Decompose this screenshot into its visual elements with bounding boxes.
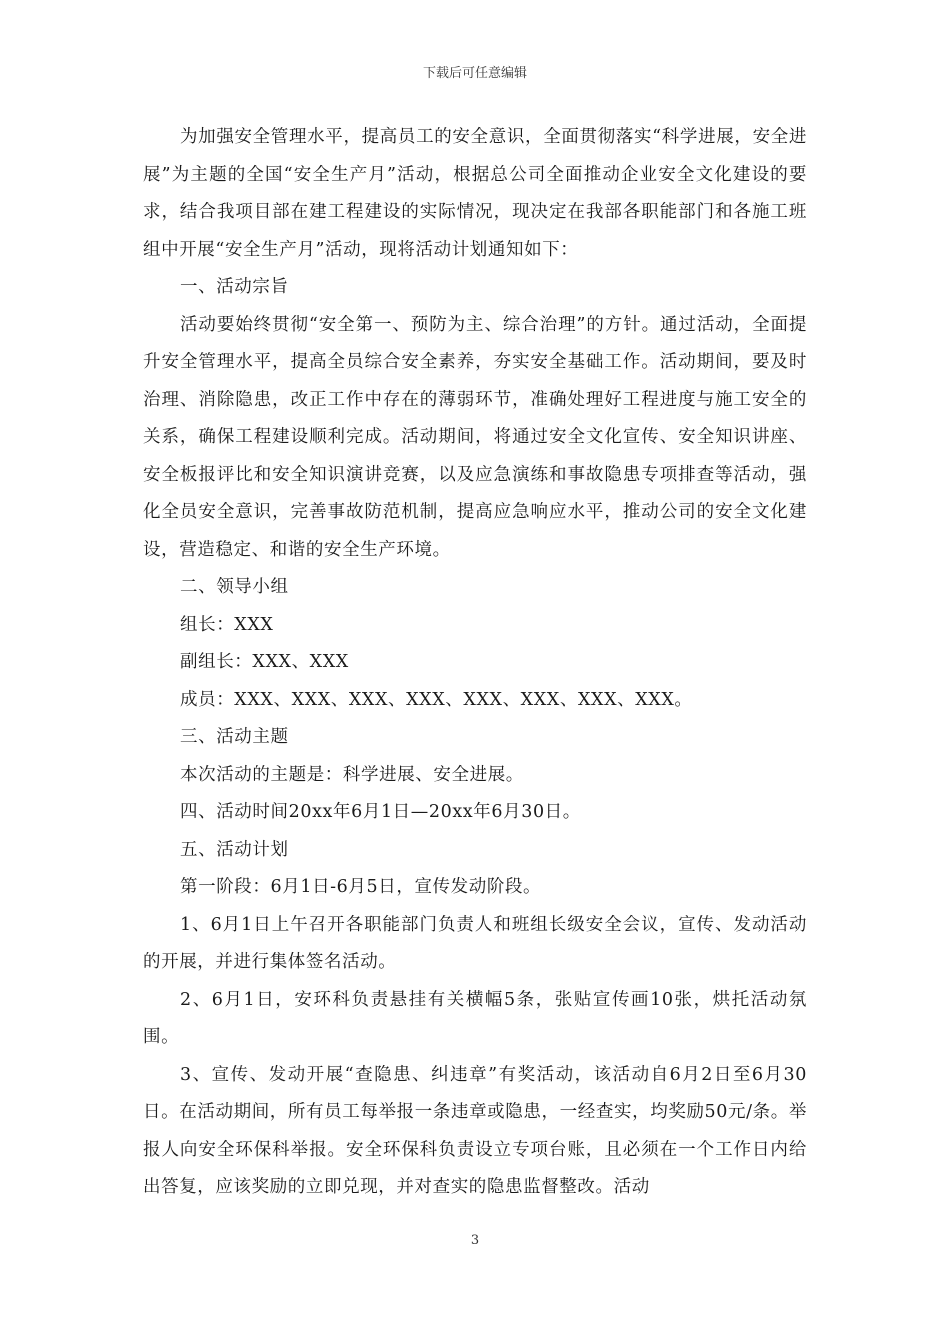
plan-item-2: 2、6月1日，安环科负责悬挂有关横幅5条，张贴宣传画10张，烘托活动氛围。 — [143, 989, 807, 1047]
heading-purpose: 一、活动宗旨 — [180, 277, 289, 297]
phase-one-line: 第一阶段：6月1日-6月5日，宣传发动阶段。 — [180, 877, 542, 897]
deputy-leader-line: 副组长：XXX、XXX — [180, 652, 349, 672]
heading-leadership: 二、领导小组 — [180, 577, 289, 597]
paragraph-intro: 为加强安全管理水平，提高员工的安全意识，全面贯彻落实“科学进展，安全进展”为主题的全国“安全生产月”活动，根据总公司全面推动企业安全文化建设的要求，结合我项目部在建工程建设的实际情况，现决定在我部各职能部门和各施工班组中开展“安全生产月”活动，现将活动计划通知如下： — [143, 127, 807, 260]
members-line: 成员：XXX、XXX、XXX、XXX、XXX、XXX、XXX、XXX。 — [180, 689, 693, 710]
page-number: 3 — [470, 1233, 480, 1248]
heading-theme: 三、活动主题 — [180, 727, 289, 747]
heading-plan: 五、活动计划 — [180, 839, 289, 860]
plan-item-3: 3、宣传、发动开展“查隐患、纠违章”有奖活动，该活动自6月2日至6月30日。在活动期间，所有员工每举报一条违章或隐患，一经查实，均奖励50元/条。举报人向安全环保科举报。安全环保科负责设立专项台账，且必须在一个工作日内给出答复，应该奖励的立即兑现，并对查实的隐患监督整改。活动 — [143, 1064, 807, 1197]
paragraph-theme: 本次活动的主题是：科学进展、安全进展。 — [180, 764, 524, 785]
document-body — [143, 119, 807, 1207]
heading-time: 四、活动时间20xx年6月1日—20xx年6月30日。 — [180, 802, 581, 822]
page-header: 下载后可任意编辑 — [422, 66, 527, 81]
leader-line: 组长：XXX — [180, 614, 274, 635]
paragraph-purpose: 活动要始终贯彻“安全第一、预防为主、综合治理”的方针。通过活动，全面提升安全管理水平，提高全员综合安全素养，夯实安全基础工作。活动期间，要及时治理、消除隐患，改正工作中存在的薄弱环节，准确处理好工程进度与施工安全的关系，确保工程建设顺利完成。活动期间，将通过安全文化宣传、安全知识讲座、安全板报评比和安全知识演讲竞赛，以及应急演练和事故隐患专项排查等活动，强化全员安全意识，完善事故防范机制，提高应急响应水平，推动公司的安全文化建设，营造稳定、和谐的安全生产环境。 — [143, 314, 807, 560]
plan-item-1: 1、6月1日上午召开各职能部门负责人和班组长级安全会议，宣传、发动活动的开展，并进行集体签名活动。 — [143, 914, 807, 972]
